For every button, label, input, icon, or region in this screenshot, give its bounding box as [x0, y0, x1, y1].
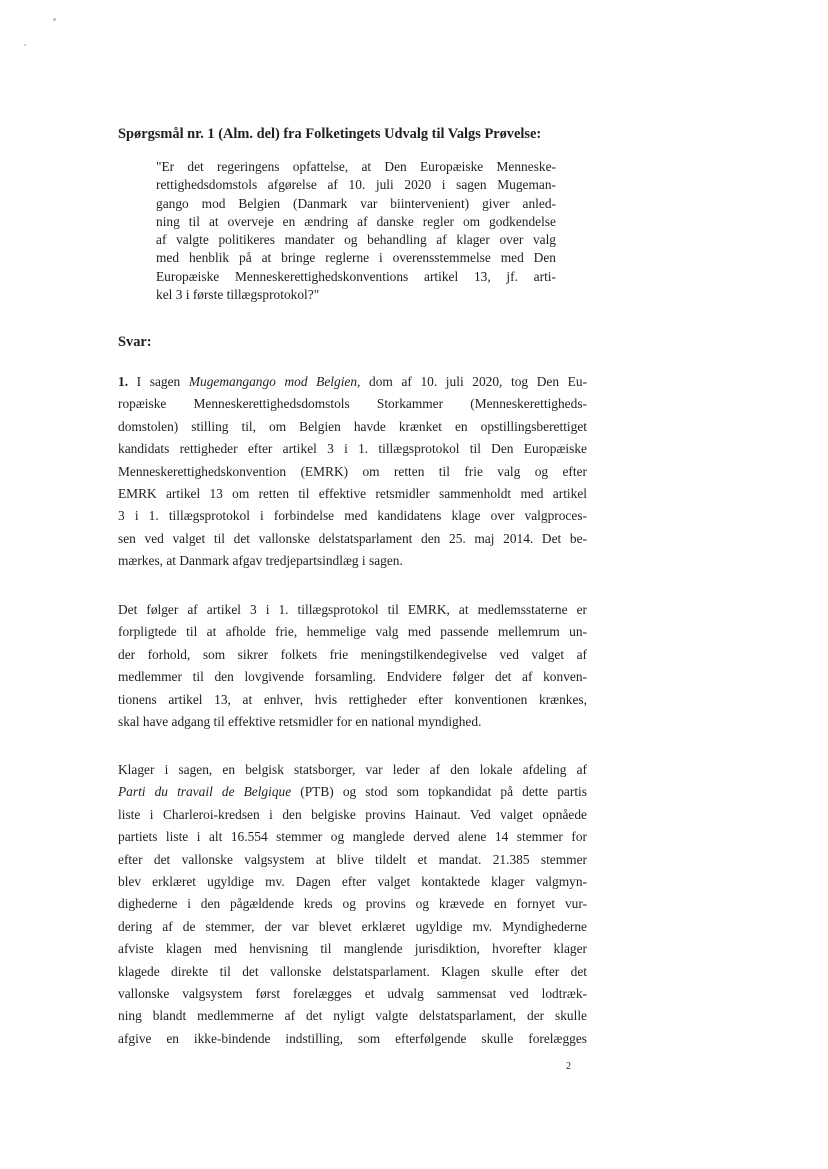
- paragraph-line: medlemmer til den lovgivende forsamling. Endvidere følger det af konven-: [118, 669, 587, 685]
- paragraph-line: afviste klagen med henvisning til manglende jurisdiktion, hvorefter klager: [118, 941, 587, 957]
- party-name: Parti du travail de Belgique: [118, 784, 292, 800]
- question-line: med henblik på at bringe reglerne i overensstemmelse med Den: [156, 250, 556, 266]
- paragraph-line: liste i Charleroi-kredsen i den belgiske provins Hainaut. Ved valget opnåede: [118, 806, 587, 822]
- paragraph-line: domstolen) stilling til, om Belgien havde krænket en opstillingsberettiget: [118, 418, 587, 434]
- paragraph-line: Det følger af artikel 3 i 1. tillægsprotokol til EMRK, at medlemsstaterne er: [118, 602, 587, 617]
- scan-dot: [53, 18, 56, 21]
- paragraph-line: kandidats rettigheder efter artikel 3 i 1. tillægsprotokol til Den Europæiske: [118, 441, 587, 457]
- paragraph-line: [118, 371, 587, 393]
- paragraph-line: ropæiske Menneskerettighedsdomstols Storkammer (Menneskerettigheds-: [118, 396, 587, 412]
- question-line: ning til at overveje en ændring af danske regler om godkendelse: [156, 213, 556, 229]
- paragraph-line: der forhold, som sikrer folkets frie meningstilkendegivelse ved valget af: [118, 646, 587, 662]
- paragraph-text: dom af 10. juli 2020, tog Den Eu-: [360, 374, 587, 389]
- page-number: 2: [566, 1061, 571, 1072]
- question-quote: [156, 158, 556, 304]
- question-line: af valgte politikeres mandater og behandling af klager over valg: [156, 232, 556, 248]
- paragraph-line: dering af de stemmer, der var blevet erklæret ugyldige mv. Myndighederne: [118, 918, 587, 934]
- paragraph-line: sen ved valget til det vallonske delstatsparlament den 25. maj 2014. Det be-: [118, 530, 587, 546]
- paragraph-line: klagede direkte til det vallonske delstatsparlament. Klagen skulle efter det: [118, 963, 587, 979]
- paragraph-line: partiets liste i alt 16.554 stemmer og manglede derved alene 14 stemmer for: [118, 829, 587, 845]
- paragraph-line: blev erklæret ugyldige mv. Dagen efter valget kontaktede klager valgmyn-: [118, 873, 587, 889]
- question-heading: Spørgsmål nr. 1 (Alm. del) fra Folketingets Udvalg til Valgs Prøvelse:: [118, 126, 542, 142]
- paragraph-text: (PTB) og stod som topkandidat på dette partis: [291, 784, 587, 800]
- answer-paragraph-2: [118, 599, 587, 733]
- question-line: gango mod Belgien (Danmark var biintervenient) giver anled-: [156, 195, 556, 211]
- question-line: Europæiske Menneskerettighedskonventions artikel 13, jf. arti-: [156, 268, 556, 284]
- paragraph-line: Menneskerettighedskonvention (EMRK) om retten til frie valg og efter: [118, 463, 587, 479]
- paragraph-line: tionens artikel 13, at enhver, hvis rettigheder efter konventionen krænkes,: [118, 691, 587, 707]
- scan-dot: [24, 44, 26, 46]
- paragraph-line: [118, 781, 587, 803]
- answer-paragraph-3: [118, 759, 587, 1050]
- paragraph-number: 1.: [118, 374, 129, 389]
- question-line: rettighedsdomstols afgørelse af 10. juli 2020 i sagen Mugeman-: [156, 177, 556, 193]
- answer-paragraph-1: [118, 371, 587, 573]
- case-name: Mugemangango mod Belgien,: [188, 374, 361, 389]
- paragraph-line: efter det vallonske valgsystem at blive tildelt et mandat. 21.385 stemmer: [118, 851, 587, 867]
- paragraph-line: skal have adgang til effektive retsmidler for en national myndighed.: [118, 713, 482, 729]
- paragraph-line: ning blandt medlemmerne af det nyligt valgte delstatsparlament, der skulle: [118, 1008, 587, 1024]
- paragraph-line: 3 i 1. tillægsprotokol i forbindelse med kandidatens klage over valgproces-: [118, 508, 587, 524]
- question-line: "Er det regeringens opfattelse, at Den Europæiske Menneske-: [156, 159, 556, 174]
- paragraph-line: vallonske valgsystem først forelægges et udvalg sammensat ved lodtræk-: [118, 985, 587, 1001]
- answer-label: Svar:: [118, 334, 152, 350]
- paragraph-line: EMRK artikel 13 om retten til effektive retsmidler sammenholdt med artikel: [118, 485, 587, 501]
- paragraph-line: dighederne i den pågældende kreds og provins og krævede en fornyet vur-: [118, 896, 587, 912]
- paragraph-line: Klager i sagen, en belgisk statsborger, var leder af den lokale afdeling af: [118, 762, 587, 777]
- paragraph-intro: I sagen: [128, 374, 189, 389]
- paragraph-line: forpligtede til at afholde frie, hemmelige valg med passende mellemrum un-: [118, 624, 587, 640]
- question-line: kel 3 i første tillægsprotokol?": [156, 287, 320, 303]
- paragraph-line: afgive en ikke-bindende indstilling, som efterfølgende skulle forelægges: [118, 1030, 587, 1046]
- paragraph-line: mærkes, at Danmark afgav tredjepartsindlæg i sagen.: [118, 553, 403, 569]
